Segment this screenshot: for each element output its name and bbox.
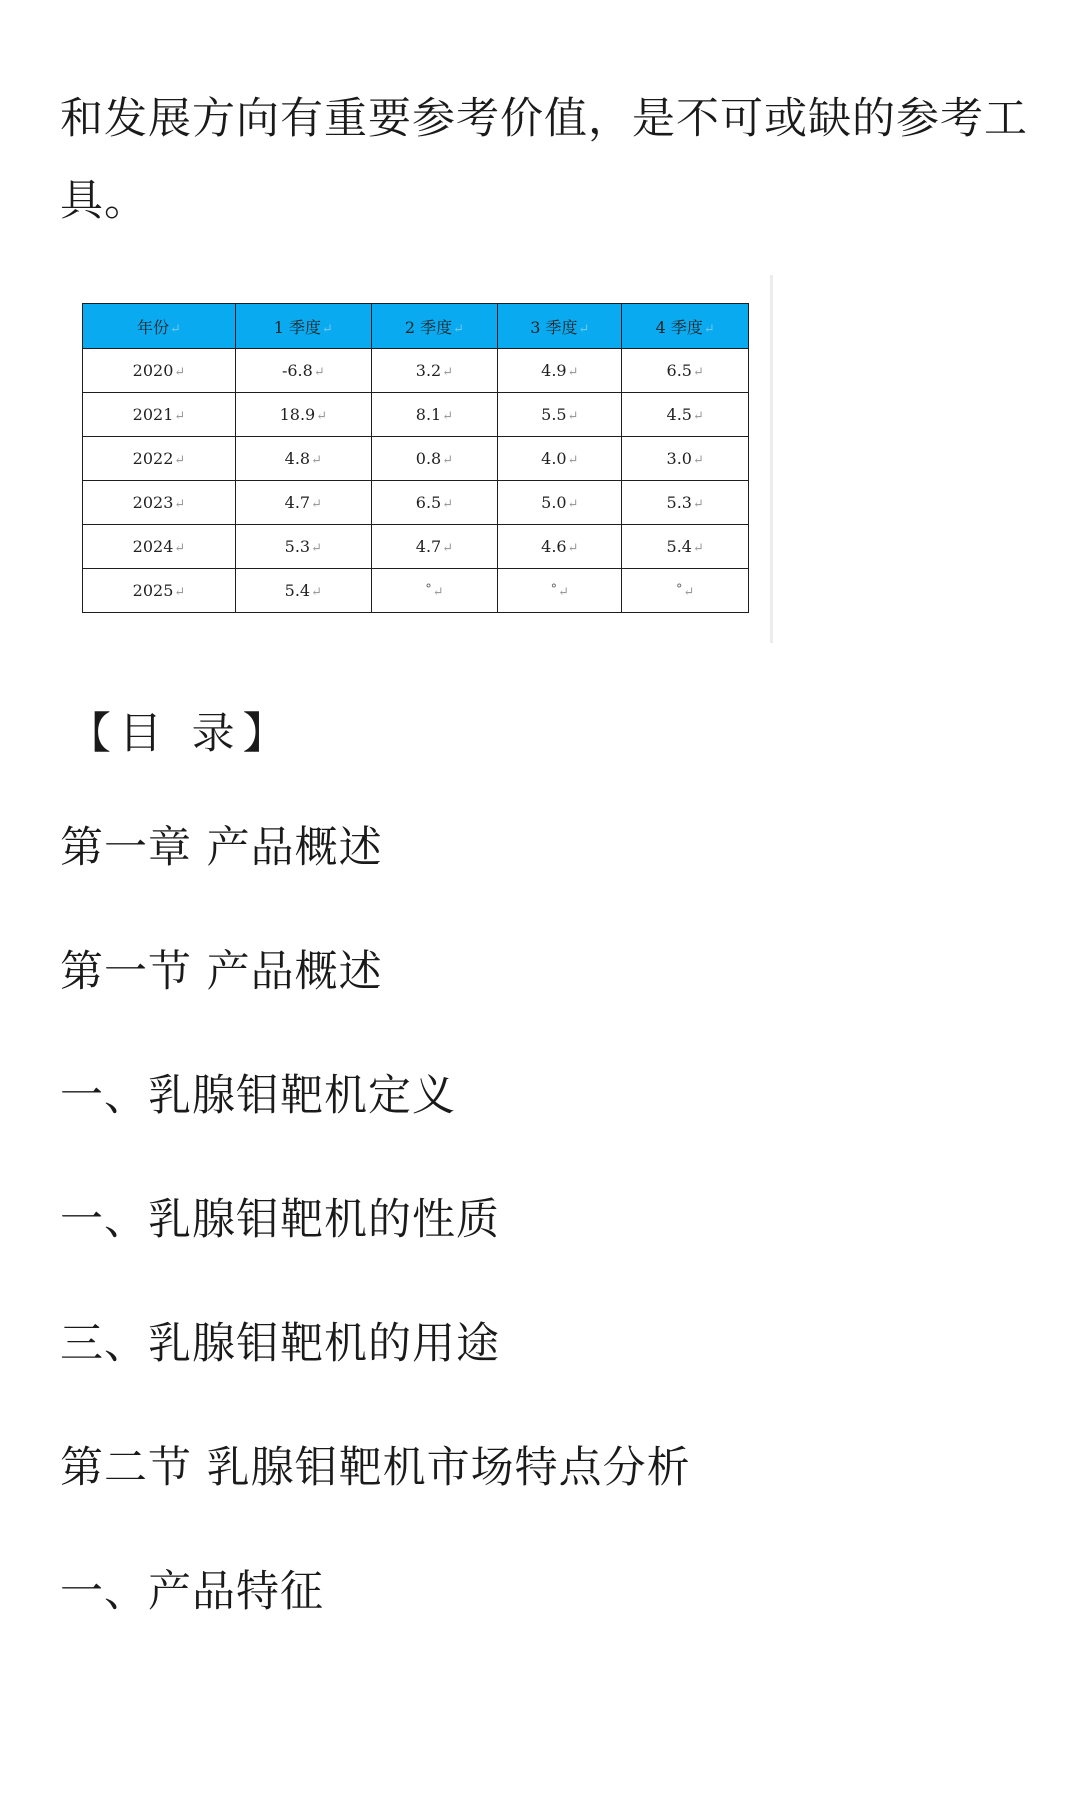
table-row <box>83 569 749 613</box>
toc-item-nature[interactable]: 一、乳腺钼靶机的性质 <box>60 1195 500 1245</box>
cell-q3: 5.0↵ <box>498 481 622 525</box>
cell-q2: 3.2↵ <box>371 349 498 393</box>
cell-q3: 4.6↵ <box>498 525 622 569</box>
cell-q4: 5.4↵ <box>622 525 749 569</box>
cell-q3: 4.9↵ <box>498 349 622 393</box>
cell-q2: 4.7↵ <box>371 525 498 569</box>
cell-year: 2020↵ <box>83 349 236 393</box>
table-row <box>83 393 749 437</box>
cell-year: 2023↵ <box>83 481 236 525</box>
toc-item-section-1-2[interactable]: 第二节 乳腺钼靶机市场特点分析 <box>60 1443 691 1493</box>
table-row <box>83 525 749 569</box>
toc-item-chapter-1[interactable]: 第一章 产品概述 <box>60 823 383 873</box>
cell-q3: 4.0↵ <box>498 437 622 481</box>
toc-list <box>60 818 691 1686</box>
toc-item-section-1-1[interactable]: 第一节 产品概述 <box>60 947 383 997</box>
toc-item-usage[interactable]: 三、乳腺钼靶机的用途 <box>60 1319 500 1369</box>
cell-year: 2025↵ <box>83 569 236 613</box>
cell-year: 2022↵ <box>83 437 236 481</box>
header-year: 年份↵ <box>83 304 236 349</box>
cell-q4: 5.3↵ <box>622 481 749 525</box>
cell-q2: 6.5↵ <box>371 481 498 525</box>
header-q4: 4 季度↵ <box>622 304 749 349</box>
cell-year: 2021↵ <box>83 393 236 437</box>
header-q3: 3 季度↵ <box>498 304 622 349</box>
table-row <box>83 481 749 525</box>
toc-item-definition[interactable]: 一、乳腺钼靶机定义 <box>60 1071 456 1121</box>
cell-q1: 5.3↵ <box>235 525 371 569</box>
cell-q1: -6.8↵ <box>235 349 371 393</box>
cell-year: 2024↵ <box>83 525 236 569</box>
cell-q4: 3.0↵ <box>622 437 749 481</box>
toc-heading: 【目 录】 <box>68 709 294 759</box>
cell-q4-empty: °↵ <box>622 569 749 613</box>
cell-q3-empty: °↵ <box>498 569 622 613</box>
cell-q3: 5.5↵ <box>498 393 622 437</box>
cell-q2-empty: °↵ <box>371 569 498 613</box>
intro-line-2: 具。 <box>60 176 148 226</box>
header-q2: 2 季度↵ <box>371 304 498 349</box>
cell-q1: 4.7↵ <box>235 481 371 525</box>
cell-q1: 18.9↵ <box>235 393 371 437</box>
intro-line-1: 和发展方向有重要参考价值，是不可或缺的参考工 <box>60 94 1028 144</box>
cell-q1: 4.8↵ <box>235 437 371 481</box>
quarterly-table-image <box>60 275 773 643</box>
intro-paragraph <box>60 78 1030 242</box>
quarterly-data-table <box>82 303 749 613</box>
cell-q4: 4.5↵ <box>622 393 749 437</box>
cell-q1: 5.4↵ <box>235 569 371 613</box>
toc-item-features[interactable]: 一、产品特征 <box>60 1567 324 1617</box>
table-row <box>83 349 749 393</box>
table-header-row <box>83 304 749 349</box>
header-q1: 1 季度↵ <box>235 304 371 349</box>
cell-q4: 6.5↵ <box>622 349 749 393</box>
cell-q2: 0.8↵ <box>371 437 498 481</box>
table-row <box>83 437 749 481</box>
cell-q2: 8.1↵ <box>371 393 498 437</box>
